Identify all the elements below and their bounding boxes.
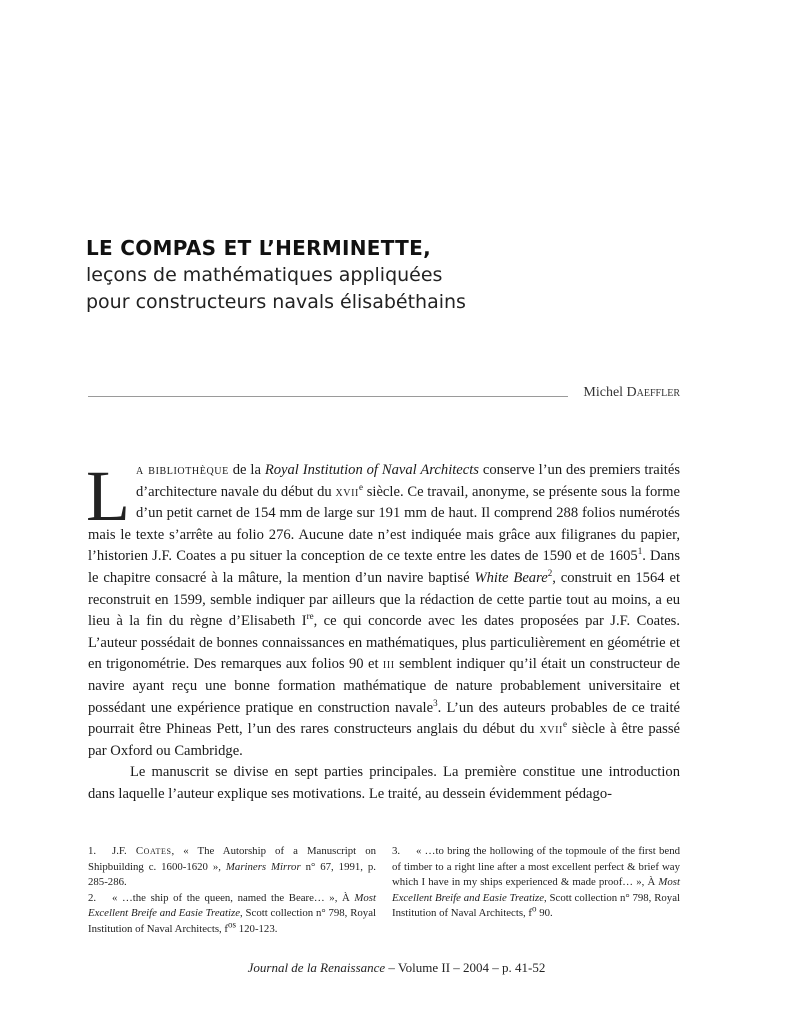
footnote-ref-1[interactable]: 1 [637, 546, 643, 557]
century-numeral: xvii [335, 483, 359, 500]
journal-name: Journal de la Renaissance [247, 960, 386, 975]
text-run: conserve l’un des premiers traités d’architecture navale du début du [135, 462, 680, 500]
text-run: de la [228, 462, 265, 478]
journal-volume-info: – Volume II – 2004 – p. 41-52 [385, 960, 546, 975]
text-run: , Scott collection n° 798, Royal Institution of Naval Architects, f [88, 907, 376, 935]
institution-name: Royal Institution of Naval Architects [264, 462, 479, 478]
text-run: siècle. Ce travail, anonyme, se présente sous la forme d’un petit carnet de 154 mm de large sur 191 mm de haut. Il comprend 288 folios numérotés mais le texte s’arrête au folio 276. Aucune date n’est indiquée mais grâce aux filigranes du papier, l’historien J.F. Coates a pu situer la conception de ce texte entre les dates de 1590 et de 1605 [88, 483, 680, 565]
folio-numeral: iii [382, 656, 395, 673]
century-superscript-2: e [562, 719, 567, 730]
text-run: J.F. [112, 845, 136, 857]
folio-superscript: o [532, 903, 537, 914]
footnote-ref-2[interactable]: 2 [547, 568, 553, 579]
journal-title: Mariners Mirror [225, 860, 301, 873]
footnote-number: 3. [392, 845, 401, 857]
article-title-block [86, 234, 706, 316]
author-rule [88, 396, 568, 397]
footnotes-right-column [392, 844, 680, 922]
queen-superscript: re [306, 611, 314, 622]
journal-footer [0, 960, 793, 976]
text-run: . Dans le chapitre consacré à la mâture, la mention d’un navire baptisé [88, 548, 681, 586]
drop-cap: L [86, 456, 130, 536]
footnote-ref-3[interactable]: 3 [433, 697, 438, 708]
author-name [583, 385, 680, 401]
footnote-number: 2. [88, 891, 97, 904]
paragraph-1 [86, 456, 681, 762]
article-body [86, 456, 681, 806]
author-last-name: Daeffler [626, 385, 680, 400]
text-run: n° 67, 1991, p. 285-286. [88, 860, 377, 889]
treatise-title: Most Excellent Breife and Easie Treatize [88, 891, 376, 920]
footnote-3 [392, 844, 680, 922]
century-superscript: e [358, 481, 363, 492]
text-run: , « The Autorship of a Manuscript on Shipbuilding c. 1600-1620 », [88, 845, 376, 873]
text-run: , Scott collection n° 798, Royal Institution of Naval Architects, f [392, 891, 680, 920]
treatise-title: Most Excellent Breife and Easie Treatize [392, 876, 680, 904]
paragraph-2: Le manuscrit se divise en sept parties principales. La première constitue une introduction dans laquelle l’auteur explique ses motivations. Le traité, au dessein évidemment pédago- [88, 764, 680, 802]
text-run: , construit en 1564 et reconstruit en 1599, semble indiquer par ailleurs que la rédaction de cette partie tout au moins, a eu lieu à la fin du règne d’Elisabeth I [88, 569, 680, 630]
text-run: « …to bring the hollowing of the topmoule of the first bend of timber to a right line after a most excellent perfect & brief way which I have in my ships experienced & made proof… », À [392, 845, 680, 889]
lead-smallcaps: a bibliothèque [135, 462, 229, 478]
footnote-author: Coates [135, 845, 172, 857]
author-first-name: Michel [583, 385, 624, 400]
text-run: 120-123. [236, 922, 278, 935]
text-run: 90. [536, 907, 553, 920]
footnotes-left-column [88, 844, 376, 938]
text-run: . L’un des auteurs probables de ce traité pourrait être Phineas Pett, l’un des rares constructeurs anglais du début du [88, 699, 680, 738]
ship-name: White Beare [474, 569, 548, 586]
text-run: « …the ship of the queen, named the Beare… », À [112, 891, 355, 904]
article-subtitle-line-2: pour constructeurs navals élisabéthains [86, 291, 466, 313]
text-run: semblent indiquer qu’il était un constructeur de navire ayant reçu une bonne formation mathématique de nature probablement universitaire et possédant une expérience pratique en construction navale [88, 656, 680, 716]
footnote-1 [88, 844, 376, 891]
article-subtitle-line-1: leçons de mathématiques appliquées [86, 264, 443, 286]
text-run: , ce qui concorde avec les dates proposées par J.F. Coates. L’auteur possédait de bonnes connaissances en mathématiques, plus particulièrement en géométrie et en trigonométrie. Des remarques aux folios 90 et [88, 613, 681, 673]
footnote-2 [88, 891, 376, 938]
folio-superscript: os [228, 919, 237, 930]
text-run: siècle à être passé par Oxford ou Cambridge. [88, 721, 680, 759]
footnote-number: 1. [88, 845, 97, 857]
century-numeral-2: xvii [539, 721, 563, 738]
article-title: LE COMPAS ET L’HERMINETTE, [86, 236, 431, 260]
